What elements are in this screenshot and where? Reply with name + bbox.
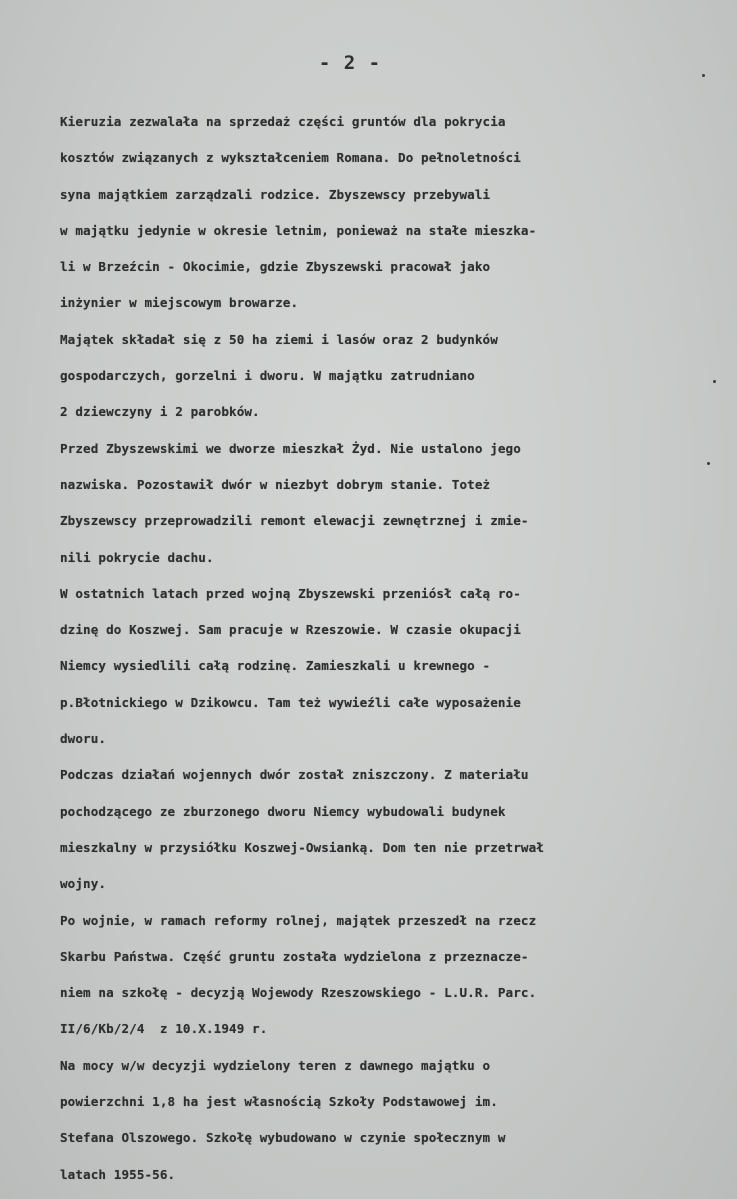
text-line: II/6/Kb/2/4 z 10.X.1949 r. xyxy=(60,1021,268,1037)
text-line: li w Brzeźcin - Okocimie, gdzie Zbyszewski pracował jako xyxy=(60,259,491,275)
text-line: kosztów związanych z wykształceniem Romana. Do pełnoletności xyxy=(60,150,521,166)
text-line: dzinę do Koszwej. Sam pracuje w Rzeszowie. W czasie okupacji xyxy=(60,622,521,638)
paper-speck xyxy=(713,380,716,383)
text-line: Skarbu Państwa. Część gruntu została wydzielona z przeznacze- xyxy=(60,948,529,964)
text-line: powierzchni 1,8 ha jest własnością Szkoły Podstawowej im. xyxy=(60,1094,498,1110)
text-line: Majątek składał się z 50 ha ziemi i lasów oraz 2 budynków xyxy=(60,331,498,347)
text-line: inżynier w miejscowym browarze. xyxy=(60,295,299,311)
text-line: latach 1955-56. xyxy=(60,1166,176,1182)
text-line: Niemcy wysiedlili całą rodzinę. Zamieszkali u krewnego - xyxy=(60,658,491,674)
text-line: p.Błotnickiego w Dzikowcu. Tam też wywieźli całe wyposażenie xyxy=(60,694,521,710)
text-line: W ostatnich latach przed wojną Zbyszewski przeniósł całą ro- xyxy=(60,585,521,601)
text-line: Po wojnie, w ramach reformy rolnej, majątek przeszedł na rzecz xyxy=(60,912,537,928)
page-number: - 2 - xyxy=(318,52,382,74)
text-line: Kieruzia zezwalała na sprzedaż części gruntów dla pokrycia xyxy=(60,114,506,129)
text-line: gospodarczych, gorzelni i dworu. W majątku zatrudniano xyxy=(60,368,475,384)
text-line: w majątku jedynie w okresie letnim, ponieważ na stałe mieszka- xyxy=(60,222,537,238)
text-line: wojny. xyxy=(60,876,107,892)
text-line: Zbyszewscy przeprowadzili remont elewacji zewnętrznej i zmie- xyxy=(60,513,529,529)
text-line: nazwiska. Pozostawił dwór w niezbyt dobrym stanie. Toteż xyxy=(60,476,491,492)
text-line: Stefana Olszowego. Szkołę wybudowano w czynie społecznym w xyxy=(60,1130,506,1146)
text-line: syna majątkiem zarządzali rodzice. Zbyszewscy przebywali xyxy=(60,186,491,202)
text-line: nili pokrycie dachu. xyxy=(60,549,214,565)
text-line: Przed Zbyszewskimi we dworze mieszkał Żyd. Nie ustalono jego xyxy=(60,440,521,456)
paper-speck xyxy=(702,74,705,77)
text-line: dworu. xyxy=(60,731,107,747)
text-line: Na mocy w/w decyzji wydzielony teren z dawnego majątku o xyxy=(60,1057,491,1073)
typed-text-body xyxy=(60,104,730,1193)
text-line: niem na szkołę - decyzją Wojewody Rzeszowskiego - L.U.R. Parc. xyxy=(60,985,537,1001)
paper-speck xyxy=(707,462,710,465)
text-line: Podczas działań wojennych dwór został zniszczony. Z materiału xyxy=(60,767,529,783)
text-line: 2 dziewczyny i 2 parobków. xyxy=(60,404,260,420)
text-line: mieszkalny w przysiółku Koszwej-Owsianką. Dom ten nie przetrwał xyxy=(60,839,544,855)
text-line: pochodzącego ze zburzonego dworu Niemcy wybudowali budynek xyxy=(60,803,506,819)
